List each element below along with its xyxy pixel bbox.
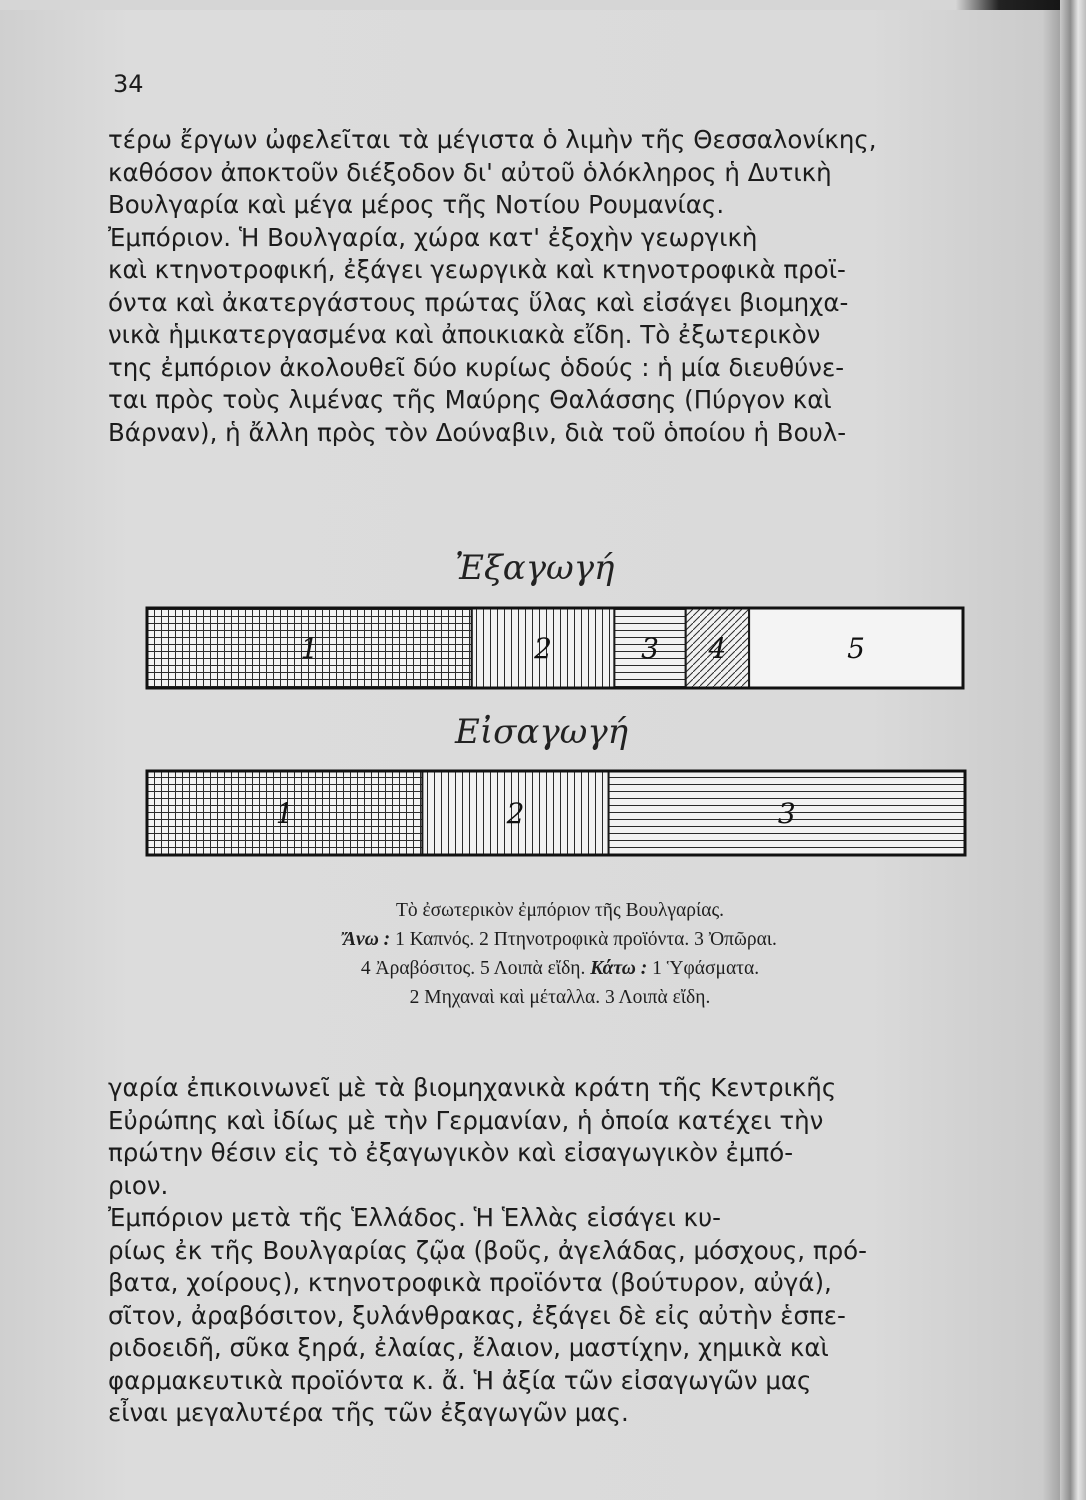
text-line: Βάρναν), ἡ ἄλλη πρὸς τὸν Δούναβιν, διὰ τοῦ ὁποίου ἡ Βουλ-: [108, 417, 847, 447]
caption-line-1: [150, 925, 970, 954]
import-segment-label-3: 3: [777, 797, 796, 830]
import-segment-label-1: 1: [275, 797, 294, 830]
text-line: Ἐμπόριον μετὰ τῆς Ἑλλάδος. Ἡ Ἑλλὰς εἰσάγει κυ-: [108, 1203, 721, 1232]
text-line: νικὰ ἡμικατεργασμένα καὶ ἀποικιακὰ εἴδη. Τὸ ἐξωτερικὸν: [108, 320, 821, 349]
caption-line-2: [150, 954, 970, 983]
text-line: τέρω ἔργων ὠφελεῖται τὰ μέγιστα ὁ λιμὴν τῆς Θεσσαλονίκης,: [108, 125, 877, 154]
text-line: Ἐμπόριον. Ἡ Βουλγαρία, χώρα κατ' ἐξοχὴν γεωργικὴ: [108, 222, 758, 252]
caption-bottom-label: Κάτω :: [590, 958, 648, 979]
bottom-paragraph: [108, 1072, 1000, 1430]
text-line: εἶναι μεγαλυτέρα τῆς τῶν ἐξαγωγῶν μας.: [108, 1398, 629, 1427]
import-segment-label-2: 2: [506, 797, 525, 830]
text-line: της ἐμπόριον ἀκολουθεῖ δύο κυρίως ὁδούς : ἡ μία διευθύνε-: [108, 352, 845, 382]
export-segment-label-2: 2: [534, 632, 553, 665]
import-chart-title: Εἰσαγωγή: [455, 712, 629, 752]
text-line: ριον.: [108, 1170, 169, 1200]
export-segment-label-4: 4: [708, 632, 727, 665]
text-line: ρίως ἐκ τῆς Βουλγαρίας ζῷα (βοῦς, ἀγελάδας, μόσχους, πρό-: [108, 1235, 867, 1265]
caption-line-2-text: 1 Ὑφάσματα.: [647, 958, 760, 979]
text-line: φαρμακευτικὰ προϊόντα κ. ἄ. Ἡ ἀξία τῶν εἰσαγωγῶν μας: [108, 1365, 812, 1395]
caption-line-3: 2 Μηχαναὶ καὶ μέταλλα. 3 Λοιπὰ εἴδη.: [409, 987, 711, 1008]
text-line: καθόσον ἀποκτοῦν διέξοδον δι' αὐτοῦ ὁλόκληρος ἡ Δυτικὴ: [108, 157, 832, 187]
text-line: Εὐρώπης καὶ ἰδίως μὲ τὴν Γερμανίαν, ἡ ὁποία κατέχει τὴν: [108, 1105, 824, 1135]
text-line: γαρία ἐπικοινωνεῖ μὲ τὰ βιομηχανικὰ κράτη τῆς Κεντρικῆς: [108, 1073, 837, 1102]
caption-top-label: Ἄνω :: [343, 929, 391, 950]
text-line: καὶ κτηνοτροφική, ἐξάγει γεωργικὰ καὶ κτηνοτροφικὰ προϊ-: [108, 255, 846, 284]
text-line: ριδοειδῆ, σῦκα ξηρά, ἐλαίας, ἔλαιον, μαστίχην, χημικὰ καὶ: [108, 1333, 829, 1362]
figure-caption: [150, 896, 970, 1012]
text-line: βατα, χοίρους), κτηνοτροφικὰ προϊόντα (βούτυρον, αὐγά),: [108, 1268, 832, 1297]
export-segment-label-1: 1: [300, 632, 319, 665]
page-number: 34: [113, 70, 144, 98]
caption-line-2-start: 4 Ἀραβόσιτος. 5 Λοιπὰ εἴδη.: [360, 958, 591, 979]
import-bar: [147, 771, 965, 855]
export-segment-label-3: 3: [641, 632, 660, 665]
export-bar: [147, 608, 963, 688]
text-line: σῖτον, ἀραβόσιτον, ξυλάνθρακας, ἐξάγει δὲ εἰς αὐτὴν ἑσπε-: [108, 1300, 846, 1330]
export-segment-label-5: 5: [847, 632, 865, 665]
text-line: πρώτην θέσιν εἰς τὸ ἐξαγωγικὸν καὶ εἰσαγωγικὸν ἐμπό-: [108, 1138, 794, 1167]
export-chart-title: Ἐξαγωγή: [455, 548, 615, 588]
text-line: Βουλγαρία καὶ μέγα μέρος τῆς Νοτίου Ρουμανίας.: [108, 190, 725, 219]
text-line: ται πρὸς τοὺς λιμένας τῆς Μαύρης Θαλάσσης (Πύργον καὶ: [108, 385, 832, 414]
text-line: όντα καὶ ἀκατεργάστους πρώτας ὕλας καὶ εἰσάγει βιομηχα-: [108, 287, 849, 317]
caption-line-1-text: 1 Καπνός. 2 Πτηνοτροφικὰ προϊόντα. 3 Ὀπῶραι.: [390, 929, 777, 950]
caption-title: Τὸ ἐσωτερικὸν ἐμπόριον τῆς Βουλγαρίας.: [395, 900, 725, 921]
